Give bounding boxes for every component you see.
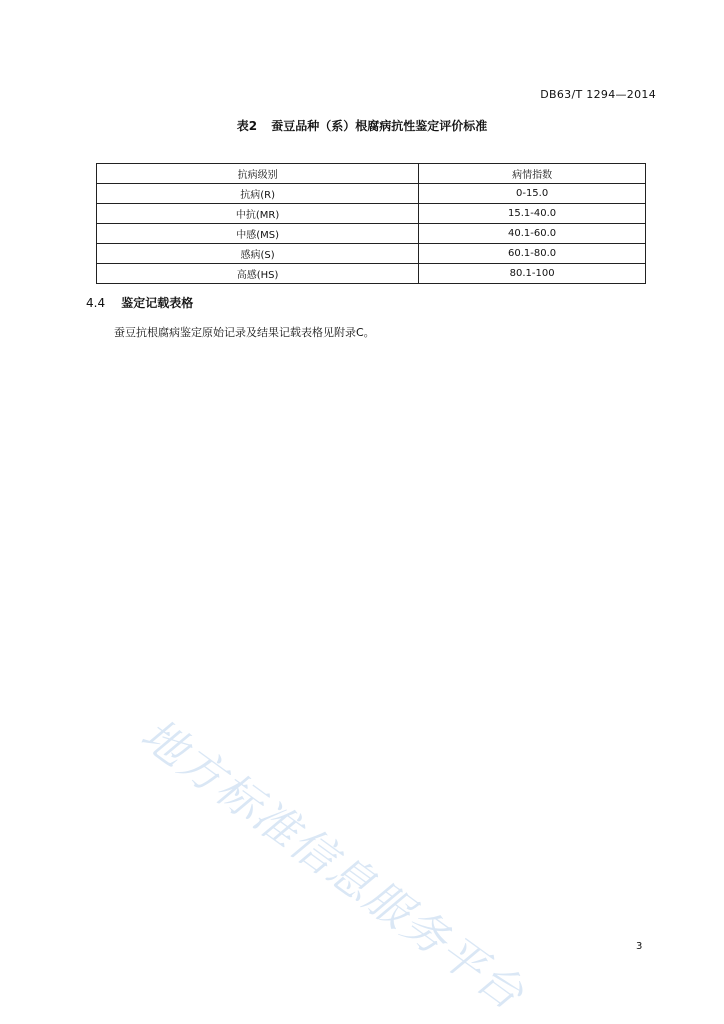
table-header-row: [97, 164, 646, 184]
table-cell-level: 中抗(MR): [97, 204, 419, 224]
table-row: [97, 244, 646, 264]
table-cell-index: 60.1-80.0: [419, 244, 646, 264]
section-body-text: 蚕豆抗根腐病鉴定原始记录及结果记载表格见附录C。: [114, 326, 375, 339]
column-header-index: 病情指数: [419, 164, 646, 184]
table-cell-index: 0-15.0: [419, 184, 646, 204]
table-row: [97, 264, 646, 284]
table-cell-index: 15.1-40.0: [419, 204, 646, 224]
column-header-level: 抗病级别: [97, 164, 419, 184]
table-cell-index: 80.1-100: [419, 264, 646, 284]
page-number: 3: [636, 941, 643, 952]
document-code: DB63/T 1294—2014: [540, 88, 656, 101]
resistance-grade-table: [96, 163, 646, 284]
section-heading: [86, 294, 193, 311]
table-caption: [0, 117, 724, 134]
table-row: [97, 204, 646, 224]
table-cell-level: 中感(MS): [97, 224, 419, 244]
table-row: [97, 184, 646, 204]
watermark: 地方标准信息服务平台: [131, 708, 534, 1021]
table-cell-index: 40.1-60.0: [419, 224, 646, 244]
section-title: 鉴定记载表格: [121, 296, 194, 310]
table-cell-level: 高感(HS): [97, 264, 419, 284]
section-number: 4.4: [86, 296, 106, 310]
table-caption-title: 蚕豆品种（系）根腐病抗性鉴定评价标准: [271, 119, 488, 133]
table-caption-number: 表2: [236, 119, 258, 133]
table-cell-level: 抗病(R): [97, 184, 419, 204]
table-row: [97, 224, 646, 244]
table-cell-level: 感病(S): [97, 244, 419, 264]
